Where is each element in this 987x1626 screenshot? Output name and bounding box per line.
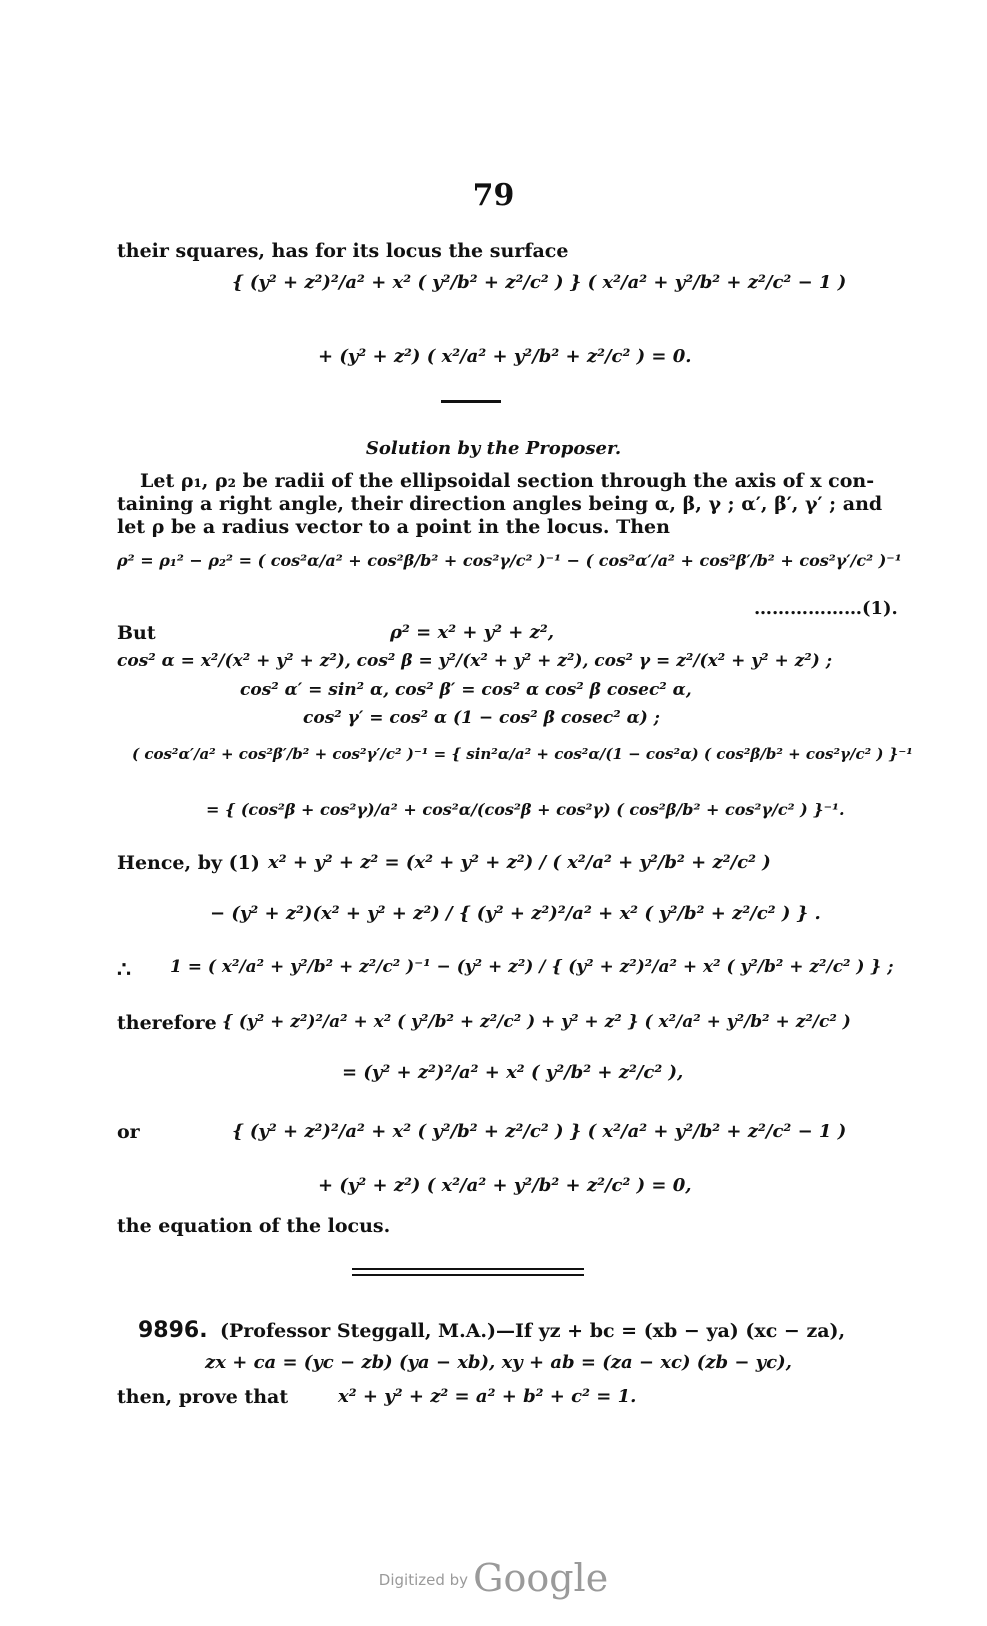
therefore-label: therefore <box>117 1012 217 1034</box>
equation-1-tag: ………………(1). <box>754 598 898 619</box>
or-label: or <box>117 1121 140 1143</box>
hence-label: Hence, by (1) <box>117 852 260 874</box>
digitized-watermark <box>0 1556 987 1600</box>
eq-recip2: = { (cos²β + cos²γ)/a² + cos²α/(cos²β + cos²γ) ( cos²β/b² + cos²γ/c² ) }⁻¹. <box>206 800 845 819</box>
eq-top-line1: { (y² + z²)²/a² + x² ( y²/b² + z²/c² ) } ( x²/a² + y²/b² + z²/c² − 1 ) <box>232 272 847 293</box>
para1-line2: taining a right angle, their direction angles being α, β, γ ; α′, β′, γ′ ; and <box>117 493 883 515</box>
para1-line1: Let ρ₁, ρ₂ be radii of the ellipsoidal section through the axis of x con- <box>140 470 875 492</box>
eq-therefore-line1: { (y² + z²)²/a² + x² ( y²/b² + z²/c² ) + y² + z² } ( x²/a² + y²/b² + z²/c² ) <box>222 1012 851 1032</box>
eq-hence2: − (y² + z²)(x² + y² + z²) / { (y² + z²)²/a² + x² ( y²/b² + z²/c² ) } . <box>210 903 821 924</box>
therefore-symbol: ∴ <box>117 957 131 983</box>
problem-number: 9896. <box>138 1318 208 1343</box>
section-divider <box>441 400 501 403</box>
conclusion-line: the equation of the locus. <box>117 1215 391 1237</box>
solution-heading: Solution by the Proposer. <box>365 438 622 459</box>
but-label: But <box>117 622 156 644</box>
watermark-small-text: Digitized by <box>378 1571 469 1589</box>
double-rule-top <box>352 1268 584 1270</box>
double-rule-bottom <box>352 1274 584 1276</box>
prove-label: then, prove that <box>117 1386 289 1408</box>
eq-therefore: 1 = ( x²/a² + y²/b² + z²/c² )⁻¹ − (y² + z²) / { (y² + z²)²/a² + x² ( y²/b² + z²/c² ) } ; <box>170 957 894 977</box>
eq-cos-line: cos² α = x²/(x² + y² + z²), cos² β = y²/(x² + y² + z²), cos² γ = z²/(x² + y² + z²) ; <box>117 651 832 671</box>
watermark-google-text: Google <box>473 1556 609 1600</box>
problem-line2: zx + ca = (yc − zb) (ya − xb), xy + ab = (za − xc) (zb − yc), <box>205 1352 792 1373</box>
problem-line1: (Professor Steggall, M.A.)—If yz + bc = (xb − ya) (xc − za), <box>220 1320 846 1342</box>
eq-or-line1: { (y² + z²)²/a² + x² ( y²/b² + z²/c² ) } ( x²/a² + y²/b² + z²/c² − 1 ) <box>232 1121 847 1142</box>
equation-1: ρ² = ρ₁² − ρ₂² = ( cos²α/a² + cos²β/b² + cos²γ/c² )⁻¹ − ( cos²α′/a² + cos²β′/b² + cos²γ′/c² )⁻¹ <box>117 551 902 570</box>
prove-equation: x² + y² + z² = a² + b² + c² = 1. <box>338 1386 637 1407</box>
eq-therefore-line2: = (y² + z²)²/a² + x² ( y²/b² + z²/c² ), <box>342 1062 684 1083</box>
eq-cos-prime2: cos² γ′ = cos² α (1 − cos² β cosec² α) ; <box>303 708 660 728</box>
page-number: 79 <box>472 178 515 213</box>
eq-recip1: ( cos²α′/a² + cos²β′/b² + cos²γ′/c² )⁻¹ = { sin²α/a² + cos²α/(1 − cos²α) ( cos²β/b² + cos²γ/c² ) }⁻¹ <box>132 745 913 763</box>
eq-top-line2: + (y² + z²) ( x²/a² + y²/b² + z²/c² ) = 0. <box>318 346 692 367</box>
eq-but: ρ² = x² + y² + z², <box>390 622 555 643</box>
eq-hence1: x² + y² + z² = (x² + y² + z²) / ( x²/a² + y²/b² + z²/c² ) <box>268 852 771 873</box>
intro-line: their squares, has for its locus the surface <box>117 240 569 262</box>
eq-or-line2: + (y² + z²) ( x²/a² + y²/b² + z²/c² ) = 0, <box>318 1175 692 1196</box>
para1-line3: let ρ be a radius vector to a point in the locus. Then <box>117 516 670 538</box>
eq-cos-prime1: cos² α′ = sin² α, cos² β′ = cos² α cos² β cosec² α, <box>240 680 692 700</box>
